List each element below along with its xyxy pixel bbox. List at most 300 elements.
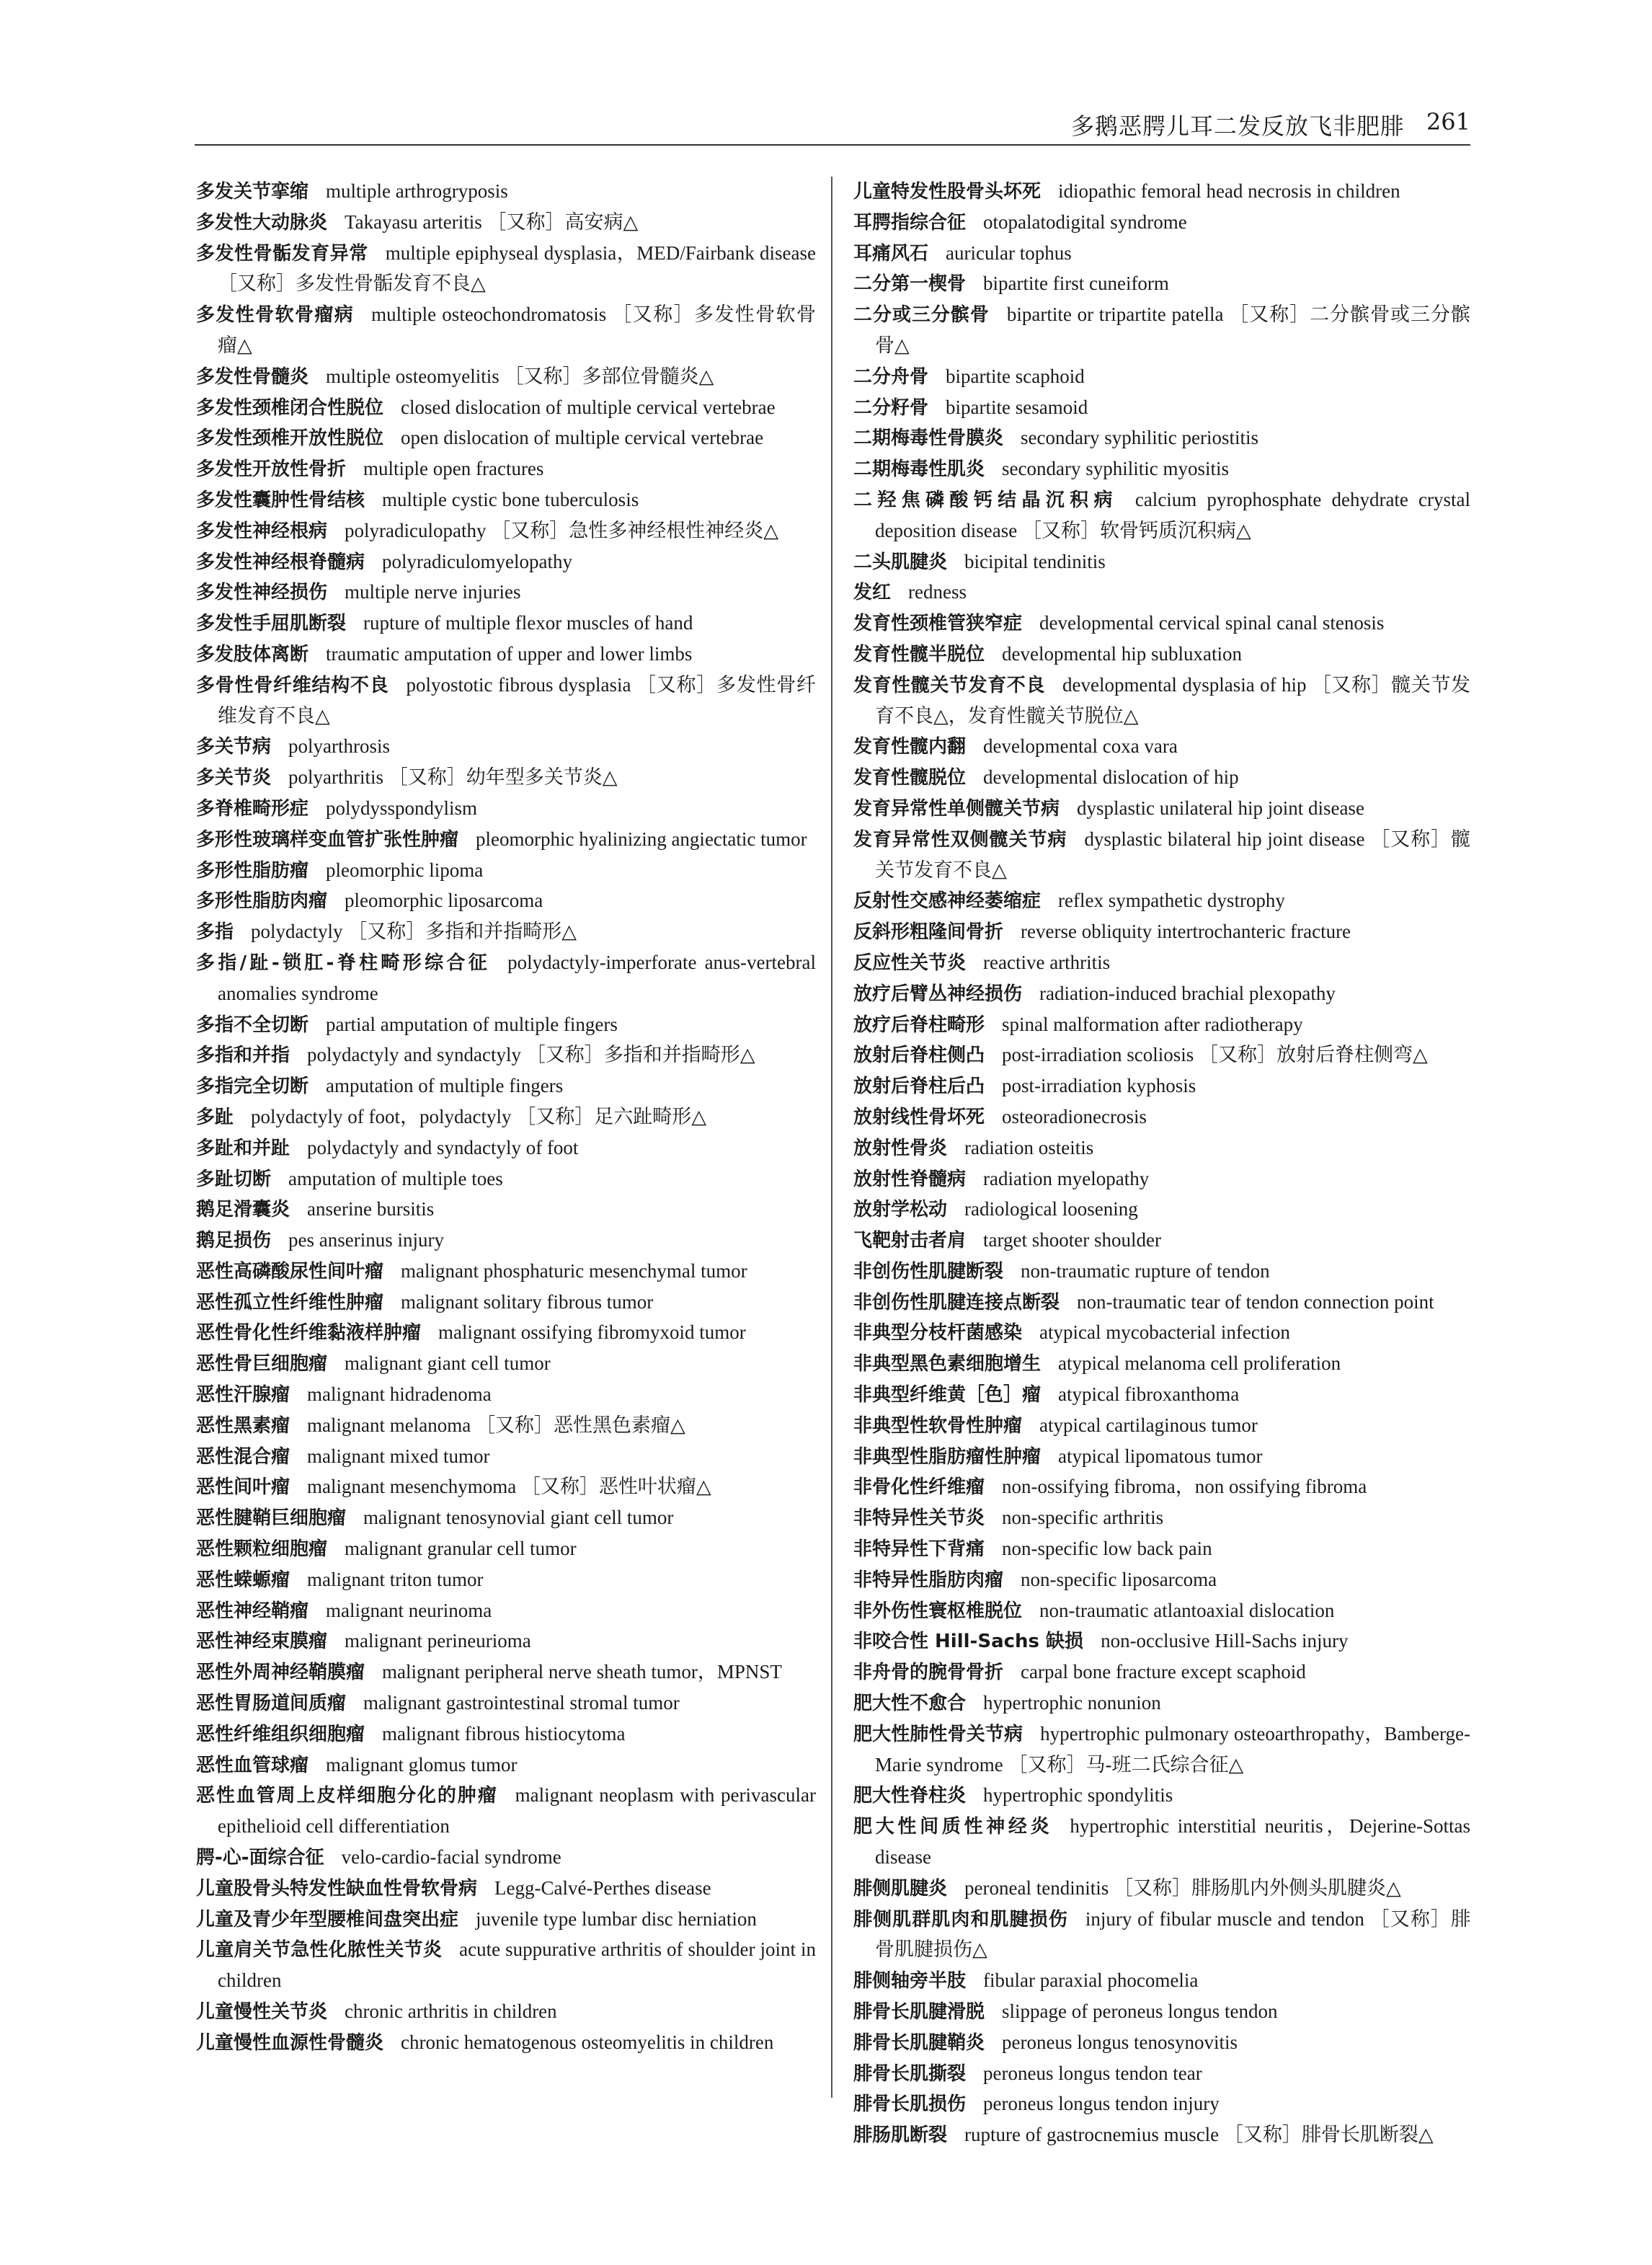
chinese-term: 鹅足损伤 <box>196 1230 272 1252</box>
glossary-entry <box>196 1194 816 1225</box>
english-term: non-specific low back pain <box>1002 1538 1212 1560</box>
glossary-entry <box>853 1411 1470 1442</box>
glossary-entry <box>853 1164 1470 1195</box>
english-term: malignant peripheral nerve sheath tumor，MPNST <box>382 1661 782 1683</box>
chinese-term: 多关节病 <box>196 736 272 758</box>
glossary-entry <box>853 1874 1470 1905</box>
english-term: malignant neurinoma <box>326 1599 492 1621</box>
chinese-term: 放射学松动 <box>853 1199 948 1221</box>
english-term: polydactyly of foot，polydactyly ［又称］足六趾畸形△ <box>251 1105 706 1127</box>
chinese-term: 放射线性骨坏死 <box>853 1106 985 1128</box>
chinese-term: 非典型黑色素细胞增生 <box>853 1353 1042 1375</box>
glossary-entry <box>196 732 816 763</box>
glossary-entry <box>196 1596 816 1627</box>
english-term: polyradiculomyelopathy <box>382 550 572 572</box>
chinese-term: 放射后脊柱侧凸 <box>853 1045 985 1067</box>
chinese-term: 反斜形粗隆间骨折 <box>853 921 1004 944</box>
english-term: injury of fibular muscle and tendon ［又称］腓骨肌腱损伤△ <box>875 1907 1470 1961</box>
glossary-entry <box>853 177 1470 208</box>
english-term: malignant hidradenoma <box>307 1383 492 1406</box>
english-term: multiple open fractures <box>363 458 544 480</box>
glossary-entry <box>853 1966 1470 1997</box>
chinese-term: 非创伤性肌腱连接点断裂 <box>853 1291 1060 1313</box>
right-column <box>853 177 1470 2151</box>
english-term: developmental hip subluxation <box>1002 642 1242 665</box>
english-term: developmental dislocation of hip <box>983 766 1239 789</box>
english-term: malignant glomus tumor <box>326 1753 518 1776</box>
glossary-entry <box>196 1010 816 1041</box>
chinese-term: 非创伤性肌腱断裂 <box>853 1260 1004 1282</box>
english-term: radiation myelopathy <box>983 1167 1150 1189</box>
glossary-entry <box>853 1719 1470 1781</box>
chinese-term: 发育性髋内翻 <box>853 736 967 758</box>
english-term: non-traumatic atlantoaxial dislocation <box>1039 1599 1335 1621</box>
glossary-entry <box>853 577 1470 608</box>
english-term: chronic hematogenous osteomyelitis in children <box>401 2031 774 2053</box>
glossary-entry <box>853 1534 1470 1565</box>
english-term: peroneal tendinitis ［又称］腓肠肌内外侧头肌腱炎△ <box>964 1876 1401 1899</box>
glossary-entry <box>196 825 816 856</box>
english-term: malignant perineurioma <box>345 1630 531 1652</box>
glossary-entry <box>853 1812 1470 1874</box>
chinese-term: 腓骨长肌损伤 <box>853 2093 967 2116</box>
english-term: redness <box>908 581 967 603</box>
chinese-term: 发育性髋半脱位 <box>853 643 985 665</box>
english-term: dysplastic bilateral hip joint disease ［又称］髋关节发育不良△ <box>875 828 1470 881</box>
english-term: rupture of multiple flexor muscles of hand <box>363 612 693 634</box>
glossary-entry <box>853 269 1470 300</box>
chinese-term: 多发性颈椎闭合性脱位 <box>196 396 384 419</box>
glossary-entry <box>196 1411 816 1442</box>
glossary-entry <box>196 1750 816 1781</box>
chinese-term: 恶性间叶瘤 <box>196 1476 290 1499</box>
glossary-entry <box>196 886 816 917</box>
english-term: spinal malformation after radiotherapy <box>1002 1013 1303 1035</box>
glossary-entry <box>196 1442 816 1473</box>
glossary-entry <box>853 1349 1470 1380</box>
english-term: malignant mixed tumor <box>307 1445 490 1467</box>
chinese-term: 多指/趾-锁肛-脊柱畸形综合征 <box>196 952 491 974</box>
english-term: slippage of peroneus longus tendon <box>1002 2000 1278 2023</box>
english-term: auricular tophus <box>946 241 1072 264</box>
chinese-term: 多指不全切断 <box>196 1014 309 1036</box>
glossary-entry <box>853 393 1470 424</box>
glossary-entry <box>853 1781 1470 1812</box>
chinese-term: 多趾和并趾 <box>196 1137 290 1159</box>
chinese-term: 恶性汗腺瘤 <box>196 1384 290 1406</box>
chinese-term: 腓骨长肌腱滑脱 <box>853 2001 985 2024</box>
chinese-term: 腓肠肌断裂 <box>853 2124 948 2147</box>
chinese-term: 多发性神经损伤 <box>196 582 328 604</box>
english-term: atypical mycobacterial infection <box>1039 1321 1290 1344</box>
chinese-term: 非典型分枝杆菌感染 <box>853 1322 1023 1344</box>
english-term: calcium pyrophosphate dehydrate crystal deposition disease ［又称］软骨钙质沉积病△ <box>875 488 1470 541</box>
glossary-entry <box>853 1380 1470 1411</box>
english-term: juvenile type lumbar disc herniation <box>476 1907 757 1930</box>
glossary-entry <box>853 208 1470 239</box>
chinese-term: 二分舟骨 <box>853 365 929 388</box>
glossary-entry <box>196 239 816 301</box>
english-term: atypical fibroxanthoma <box>1058 1383 1240 1406</box>
english-term: multiple cystic bone tuberculosis <box>382 488 639 510</box>
glossary-entry <box>196 1040 816 1071</box>
glossary-entry <box>196 608 816 639</box>
glossary-entry <box>196 1287 816 1318</box>
chinese-term: 多形性脂肪肉瘤 <box>196 890 328 913</box>
glossary-entry <box>853 639 1470 670</box>
english-term: non-specific arthritis <box>1002 1507 1164 1529</box>
glossary-entry <box>196 547 816 578</box>
english-term: atypical lipomatous tumor <box>1058 1445 1263 1467</box>
chinese-term: 飞靶射击者肩 <box>853 1230 967 1252</box>
english-term: hypertrophic pulmonary osteoarthropathy，Bamberge-Marie syndrome ［又称］马-班二氏综合征△ <box>875 1722 1470 1776</box>
english-term: secondary syphilitic myositis <box>1002 458 1229 480</box>
english-term: non-traumatic rupture of tendon <box>1021 1259 1270 1282</box>
chinese-term: 腓骨长肌撕裂 <box>853 2062 967 2085</box>
glossary-entry <box>196 1256 816 1287</box>
chinese-term: 多趾切断 <box>196 1168 272 1190</box>
english-term: malignant tenosynovial giant cell tumor <box>363 1507 674 1529</box>
english-term: polydactyly and syndactyly of foot <box>307 1136 579 1158</box>
glossary-entry <box>853 886 1470 917</box>
glossary-entry <box>853 1071 1470 1102</box>
english-term: target shooter shoulder <box>983 1229 1161 1251</box>
chinese-term: 儿童肩关节急性化脓性关节炎 <box>196 1939 443 1962</box>
chinese-term: 多指和并指 <box>196 1045 290 1067</box>
chinese-term: 儿童及青少年型腰椎间盘突出症 <box>196 1908 459 1931</box>
glossary-entry <box>196 856 816 887</box>
english-term: developmental coxa vara <box>983 735 1178 758</box>
chinese-term: 恶性混合瘤 <box>196 1445 290 1468</box>
glossary-entry <box>853 547 1470 578</box>
glossary-entry <box>196 948 816 1010</box>
glossary-entry <box>853 1194 1470 1225</box>
chinese-term: 非典型性脂肪瘤性肿瘤 <box>853 1445 1042 1468</box>
english-term: acute suppurative arthritis of shoulder joint in children <box>218 1938 816 1992</box>
chinese-term: 反应性关节炎 <box>853 952 967 974</box>
page-header <box>195 108 1470 146</box>
chinese-term: 恶性骨化性纤维黏液样肿瘤 <box>196 1322 422 1344</box>
chinese-term: 多发性骨骺发育异常 <box>196 242 368 265</box>
chinese-term: 多形性脂肪瘤 <box>196 859 309 882</box>
chinese-term: 发育性髋脱位 <box>853 767 967 789</box>
glossary-entry <box>853 917 1470 948</box>
glossary-entry <box>196 1688 816 1719</box>
chinese-term: 放射后脊柱后凸 <box>853 1076 985 1098</box>
glossary-entry <box>853 239 1470 270</box>
glossary-entry <box>853 1626 1470 1657</box>
glossary-entry <box>853 1997 1470 2028</box>
english-term: bipartite or tripartite patella ［又称］二分髌骨或三分髌骨△ <box>875 303 1470 356</box>
chinese-term: 多形性玻璃样变血管扩张性肿瘤 <box>196 828 459 851</box>
glossary-entry <box>853 1688 1470 1719</box>
english-term: malignant giant cell tumor <box>345 1352 551 1375</box>
chinese-term: 非典型纤维黄［色］瘤 <box>853 1384 1042 1406</box>
chinese-term: 恶性血管周上皮样细胞分化的肿瘤 <box>196 1785 498 1807</box>
glossary-entry <box>853 300 1470 362</box>
glossary-entry <box>853 2059 1470 2090</box>
english-term: velo-cardio-facial syndrome <box>341 1846 561 1869</box>
glossary-entry <box>196 1935 816 1997</box>
english-term: malignant melanoma ［又称］恶性黑色素瘤△ <box>307 1414 685 1436</box>
english-term: pleomorphic liposarcoma <box>345 890 543 912</box>
glossary-entry <box>196 423 816 454</box>
glossary-entry <box>853 948 1470 979</box>
glossary-entry <box>196 639 816 670</box>
chinese-term: 非特异性关节炎 <box>853 1507 985 1530</box>
header-rule <box>195 144 1470 146</box>
english-term: non-traumatic tear of tendon connection point <box>1077 1290 1434 1313</box>
chinese-term: 二期梅毒性肌炎 <box>853 458 985 481</box>
glossary-entry <box>196 1164 816 1195</box>
glossary-entry <box>196 1565 816 1596</box>
glossary-entry <box>853 1287 1470 1318</box>
glossary-entry <box>196 2028 816 2059</box>
english-term: Takayasu arteritis ［又称］高安病△ <box>345 210 639 233</box>
glossary-entry <box>196 362 816 393</box>
english-term: peroneus longus tendon tear <box>983 2062 1202 2084</box>
chinese-term: 二头肌腱炎 <box>853 551 948 573</box>
glossary-entry <box>853 1256 1470 1287</box>
english-term: reflex sympathetic dystrophy <box>1058 890 1285 912</box>
english-term: malignant mesenchymoma ［又称］恶性叶状瘤△ <box>307 1476 711 1498</box>
chinese-term: 非特异性脂肪肉瘤 <box>853 1569 1004 1591</box>
chinese-term: 恶性蝾螈瘤 <box>196 1569 290 1591</box>
chinese-term: 腭-心-面综合征 <box>196 1847 324 1869</box>
glossary-entry <box>853 979 1470 1010</box>
chinese-term: 耳腭指综合征 <box>853 211 967 234</box>
english-term: amputation of multiple toes <box>288 1167 503 1189</box>
chinese-term: 二分或三分髌骨 <box>853 304 990 327</box>
english-term: bipartite scaphoid <box>946 365 1085 387</box>
glossary-entry <box>853 608 1470 639</box>
english-term: polyarthritis ［又称］幼年型多关节炎△ <box>288 766 618 789</box>
english-term: polyradiculopathy ［又称］急性多神经根性神经炎△ <box>345 519 778 541</box>
chinese-term: 二羟焦磷酸钙结晶沉积病 <box>853 489 1118 511</box>
glossary-entry <box>853 423 1470 454</box>
glossary-entry <box>853 1503 1470 1534</box>
chinese-term: 腓侧肌群肌肉和肌腱损伤 <box>853 1908 1068 1931</box>
chinese-term: 儿童股骨头特发性缺血性骨软骨病 <box>196 1877 478 1900</box>
glossary-entry <box>196 177 816 208</box>
chinese-term: 腓侧轴旁半肢 <box>853 1970 967 1993</box>
chinese-term: 非外伤性寰枢椎脱位 <box>853 1600 1023 1622</box>
english-term: pleomorphic lipoma <box>326 859 484 881</box>
english-term: polydysspondylism <box>326 797 478 819</box>
glossary-entry <box>853 2120 1470 2151</box>
chinese-term: 多骨性骨纤维结构不良 <box>196 674 389 696</box>
glossary-entry <box>196 393 816 424</box>
chinese-term: 恶性神经束膜瘤 <box>196 1631 328 1653</box>
chinese-term: 恶性胃肠道间质瘤 <box>196 1693 347 1715</box>
english-term: closed dislocation of multiple cervical vertebrae <box>401 396 776 418</box>
glossary-entry <box>196 917 816 948</box>
glossary-entry <box>853 1657 1470 1688</box>
chinese-term: 儿童特发性股骨头坏死 <box>853 181 1042 203</box>
english-term: reactive arthritis <box>983 951 1111 973</box>
page-number: 261 <box>1426 108 1470 136</box>
chinese-term: 恶性纤维组织细胞瘤 <box>196 1723 365 1745</box>
english-term: multiple osteomyelitis ［又称］多部位骨髓炎△ <box>326 365 714 387</box>
chinese-term: 非骨化性纤维瘤 <box>853 1476 985 1499</box>
english-term: partial amputation of multiple fingers <box>326 1013 618 1035</box>
glossary-entry <box>196 1905 816 1936</box>
chinese-term: 放疗后脊柱畸形 <box>853 1014 985 1036</box>
english-term: secondary syphilitic periostitis <box>1021 427 1258 449</box>
english-term: radiation osteitis <box>964 1136 1094 1158</box>
chinese-term: 儿童慢性血源性骨髓炎 <box>196 2031 384 2054</box>
english-term: amputation of multiple fingers <box>326 1075 564 1097</box>
glossary-entry <box>853 1010 1470 1041</box>
english-term: malignant neoplasm with perivascular epithelioid cell differentiation <box>218 1784 816 1838</box>
glossary-entry <box>196 794 816 825</box>
glossary-entry <box>853 1318 1470 1349</box>
glossary-entry <box>196 1534 816 1565</box>
english-term: polydactyly and syndactyly ［又称］多指和并指畸形△ <box>307 1044 755 1066</box>
english-term: open dislocation of multiple cervical vertebrae <box>401 427 764 449</box>
glossary-entry <box>196 208 816 239</box>
chinese-term: 放射性骨炎 <box>853 1137 948 1159</box>
glossary-entry <box>853 825 1470 887</box>
glossary-entry <box>196 485 816 516</box>
glossary-entry <box>196 1874 816 1905</box>
glossary-entry <box>196 763 816 794</box>
chinese-term: 放射性脊髓病 <box>853 1168 967 1190</box>
glossary-entry <box>196 1997 816 2028</box>
glossary-entry <box>196 1843 816 1874</box>
glossary-entry <box>853 1225 1470 1256</box>
glossary-entry <box>196 1503 816 1534</box>
glossary-entry <box>853 732 1470 763</box>
english-term: pleomorphic hyalinizing angiectatic tumor <box>476 828 807 850</box>
chinese-term: 恶性外周神经鞘膜瘤 <box>196 1662 365 1684</box>
chinese-term: 多发性神经根病 <box>196 520 328 542</box>
english-term: Legg-Calvé-Perthes disease <box>494 1876 711 1899</box>
chinese-term: 发育异常性双侧髋关节病 <box>853 828 1067 851</box>
chinese-term: 反射性交感神经萎缩症 <box>853 890 1042 913</box>
english-term: bipartite first cuneiform <box>983 272 1169 295</box>
english-term: hypertrophic nonunion <box>983 1692 1161 1714</box>
chinese-term: 儿童慢性关节炎 <box>196 2001 328 2024</box>
english-term: malignant granular cell tumor <box>345 1538 577 1560</box>
english-term: malignant fibrous histiocytoma <box>382 1722 626 1745</box>
english-term: developmental dysplasia of hip ［又称］髋关节发育不良△，发育性髋关节脱位△ <box>875 673 1470 727</box>
chinese-term: 放疗后臂丛神经损伤 <box>853 983 1023 1005</box>
english-term: non-ossifying fibroma，non ossifying fibroma <box>1002 1476 1367 1498</box>
chinese-term: 非舟骨的腕骨骨折 <box>853 1662 1004 1684</box>
chinese-term: 多发性骨髓炎 <box>196 365 309 388</box>
glossary-entry <box>196 1781 816 1843</box>
glossary-entry <box>196 577 816 608</box>
english-term: reverse obliquity intertrochanteric fracture <box>1021 921 1351 943</box>
chinese-term: 恶性黑素瘤 <box>196 1414 290 1437</box>
english-term: fibular paraxial phocomelia <box>983 1969 1199 1992</box>
english-term: anserine bursitis <box>307 1198 435 1220</box>
glossary-entry <box>853 1133 1470 1164</box>
english-term: bicipital tendinitis <box>964 550 1106 572</box>
glossary-entry <box>853 1102 1470 1133</box>
glossary-entry <box>196 1071 816 1102</box>
glossary-entry <box>196 1472 816 1503</box>
chinese-term: 恶性血管球瘤 <box>196 1754 309 1776</box>
english-term: malignant ossifying fibromyxoid tumor <box>438 1321 746 1344</box>
glossary-entry <box>196 1102 816 1133</box>
english-term: malignant gastrointestinal stromal tumor <box>363 1692 680 1714</box>
chinese-term: 多发关节挛缩 <box>196 181 309 203</box>
glossary-entry <box>196 1719 816 1750</box>
chinese-term: 多指 <box>196 921 234 944</box>
glossary-entry <box>196 454 816 485</box>
chinese-term: 多关节炎 <box>196 767 272 789</box>
glossary-entry <box>853 1472 1470 1503</box>
chinese-term: 恶性腱鞘巨细胞瘤 <box>196 1507 347 1530</box>
glossary-entry <box>196 516 816 547</box>
glossary-entry <box>853 485 1470 547</box>
english-term: multiple nerve injuries <box>345 581 521 603</box>
english-term: otopalatodigital syndrome <box>983 210 1187 233</box>
glossary-entry <box>196 1657 816 1688</box>
english-term: multiple arthrogryposis <box>326 180 508 202</box>
english-term: non-occlusive Hill-Sachs injury <box>1101 1630 1349 1652</box>
glossary-entry <box>853 1905 1470 1967</box>
english-term: chronic arthritis in children <box>345 2000 557 2023</box>
chinese-term: 二分籽骨 <box>853 396 929 419</box>
chinese-term: 多发性大动脉炎 <box>196 211 328 234</box>
glossary-entry <box>853 794 1470 825</box>
english-term: atypical cartilaginous tumor <box>1039 1414 1258 1436</box>
chinese-term: 恶性孤立性纤维性肿瘤 <box>196 1291 384 1313</box>
english-term: malignant triton tumor <box>307 1568 484 1590</box>
english-term: dysplastic unilateral hip joint disease <box>1077 797 1364 819</box>
glossary-entry <box>196 1380 816 1411</box>
english-term: idiopathic femoral head necrosis in children <box>1058 180 1400 202</box>
chinese-term: 肥大性肺性骨关节病 <box>853 1723 1023 1745</box>
glossary-entry <box>196 1349 816 1380</box>
chinese-term: 发红 <box>853 582 892 604</box>
english-term: multiple epiphyseal dysplasia，MED/Fairbank disease ［又称］多发性骨骺发育不良△ <box>218 241 816 295</box>
glossary-entry <box>853 670 1470 732</box>
glossary-entry <box>196 300 816 362</box>
chinese-term: 多指完全切断 <box>196 1076 309 1098</box>
glossary-entry <box>196 1225 816 1256</box>
chinese-term: 腓骨长肌腱鞘炎 <box>853 2031 985 2054</box>
chinese-term: 发育异常性单侧髋关节病 <box>853 797 1060 820</box>
glossary-entry <box>196 1133 816 1164</box>
left-column <box>196 177 816 2059</box>
running-header-title: 多鹅恶腭儿耳二发反放飞非肥腓 <box>1070 112 1404 140</box>
glossary-entry <box>196 670 816 732</box>
english-term: multiple osteochondromatosis ［又称］多发性骨软骨瘤△ <box>218 303 816 356</box>
chinese-term: 恶性高磷酸尿性间叶瘤 <box>196 1260 384 1282</box>
english-term: malignant solitary fibrous tumor <box>401 1290 654 1313</box>
chinese-term: 肥大性脊柱炎 <box>853 1785 967 1807</box>
chinese-term: 恶性骨巨细胞瘤 <box>196 1353 328 1375</box>
glossary-entry <box>853 2028 1470 2059</box>
chinese-term: 多发性手屈肌断裂 <box>196 613 347 635</box>
english-term: post-irradiation scoliosis ［又称］放射后脊柱侧弯△ <box>1002 1044 1428 1066</box>
english-term: post-irradiation kyphosis <box>1002 1075 1196 1097</box>
glossary-entry <box>196 1318 816 1349</box>
glossary-entry <box>853 1040 1470 1071</box>
english-term: pes anserinus injury <box>288 1229 444 1251</box>
english-term: polydactyly-imperforate anus-vertebral anomalies syndrome <box>218 951 816 1004</box>
english-term: non-specific liposarcoma <box>1021 1568 1217 1590</box>
column-divider <box>831 177 832 2098</box>
english-term: peroneus longus tendon injury <box>983 2093 1220 2115</box>
english-term: atypical melanoma cell proliferation <box>1058 1352 1341 1375</box>
glossary-entry <box>853 1565 1470 1596</box>
english-term: polyostotic fibrous dysplasia ［又称］多发性骨纤维发育不良△ <box>218 673 816 727</box>
